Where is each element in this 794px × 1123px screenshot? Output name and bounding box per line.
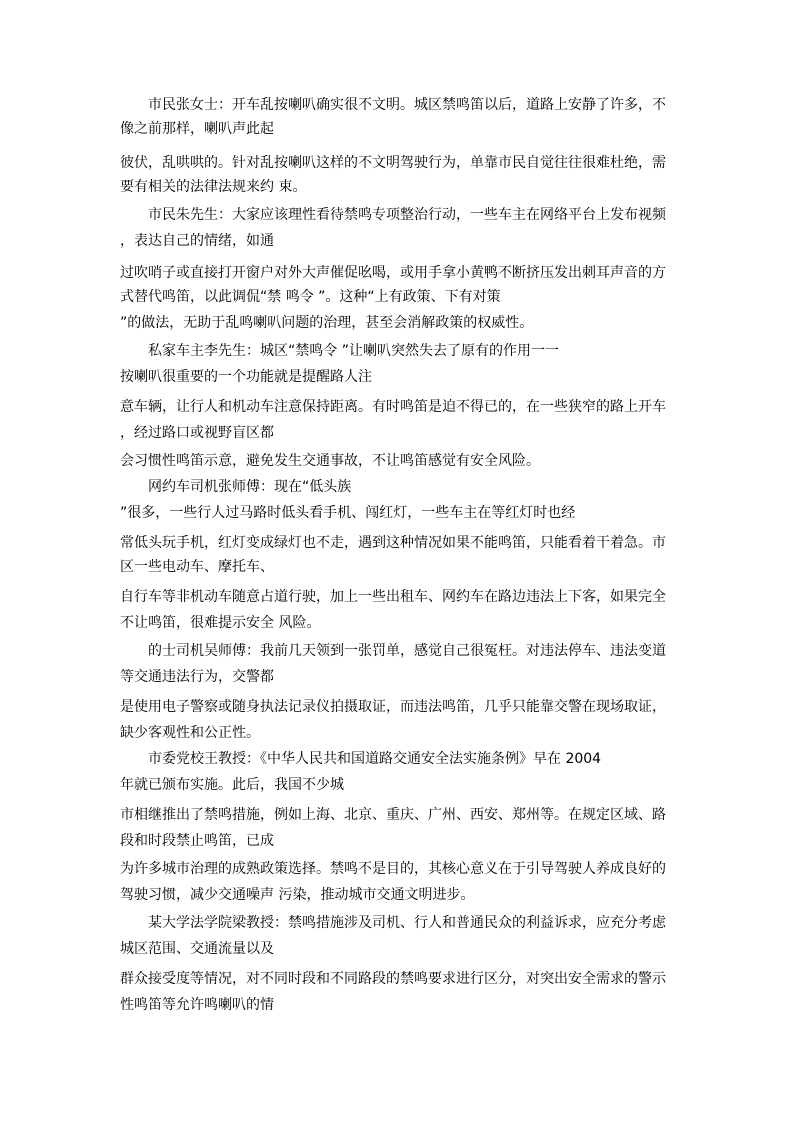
text-line: 某大学法学院梁教授：禁鸣措施涉及司机、行人和普通民众的利益诉求，应充分考虑: [148, 915, 666, 931]
text-line: 群众接受度等情况，对不同时段和不同路段的禁鸣要求进行区分，对突出安全需求的警示: [120, 971, 666, 987]
text-line: 是使用电子警察或随身执法记录仪拍摄取证，而违法鸣笛，几乎只能靠交警在现场取证，: [120, 699, 666, 715]
text-line: 常低头玩手机，红灯变成绿灯也不走，遇到这种情况如果不能鸣笛，只能看着干着急。市: [120, 535, 666, 551]
text-line: 缺少客观性和公正性。: [120, 725, 260, 741]
text-line: 性鸣笛等允许鸣喇叭的情: [120, 997, 274, 1013]
text-line: 段和时段禁止鸣笛，已成: [120, 833, 274, 849]
text-line: 区一些电动车、摩托车、: [120, 559, 274, 575]
text-line: 网约车司机张师傅：现在“低头族: [148, 479, 352, 495]
text-line: ，表达自己的情绪，如通: [120, 233, 274, 249]
text-line: 会习惯性鸣笛示意，避免发生交通事故，不让鸣笛感觉有安全风险。: [120, 453, 540, 469]
text-line: 过吹哨子或直接打开窗户对外大声催促吆喝，或用手拿小黄鸭不断挤压发出刺耳声音的方: [120, 265, 666, 281]
text-line: 市委党校王教授：《中华人民共和国道路交通安全法实施条例》早在 2004: [148, 751, 602, 767]
text-line: ，经过路口或视野盲区都: [120, 425, 274, 441]
text-line: 私家车主李先生：城区“禁鸣令 ”让喇叭突然失去了原有的作用一一: [148, 343, 559, 359]
text-line: 彼伏，乱哄哄的。针对乱按喇叭这样的不文明驾驶行为，单靠市民自觉往往很难杜绝，需: [120, 155, 666, 171]
text-line: 要有相关的法律法规来约 束。: [120, 179, 307, 195]
text-line: 市民朱先生：大家应该理性看待禁鸣专项整治行动，一些车主在网络平台上发布视频: [148, 207, 666, 223]
text-line: 驾驶习惯，减少交通噪声 污染，推动城市交通文明进步。: [120, 887, 475, 903]
text-line: 市相继推出了禁鸣措施，例如上海、北京、重庆、广州、西安、郑州等。在规定区域、路: [120, 807, 666, 823]
text-line: ”很多，一些行人过马路时低头看手机、闯红灯，一些车主在等红灯时也经: [120, 505, 576, 521]
text-line: 等交通违法行为，交警都: [120, 669, 274, 685]
text-line: 的士司机吴师傅：我前几天领到一张罚单，感觉自己很冤枉。对违法停车、违法变道: [148, 643, 666, 659]
text-line: 年就已颁布实施。此后，我国不少城: [120, 777, 344, 793]
text-line: 城区范围、交通流量以及: [120, 941, 274, 957]
text-line: 式替代鸣笛，以此调侃“禁 鸣令 ”。这种“上有政策、下有对策: [120, 289, 501, 305]
text-line: 市民张女士：开车乱按喇叭确实很不文明。城区禁鸣笛以后，道路上安静了许多，不: [148, 97, 666, 113]
text-line: 意车辆，让行人和机动车注意保持距离。有时鸣笛是迫不得已的，在一些狭窄的路上开车: [120, 399, 666, 415]
text-line: 像之前那样，喇叭声此起: [120, 121, 274, 137]
text-line: 按喇叭很重要的一个功能就是提醒路人注: [120, 369, 372, 385]
text-line: 自行车等非机动车随意占道行驶，加上一些出租车、网约车在路边违法上下客，如果完全: [120, 589, 666, 605]
text-line: 不让鸣笛，很难提示安全 风险。: [120, 615, 321, 631]
text-line: ”的做法，无助于乱鸣喇叭问题的治理，甚至会消解政策的权威性。: [120, 315, 534, 331]
text-line: 为许多城市治理的成熟政策选择。禁鸣不是目的，其核心意义在于引导驾驶人养成良好的: [120, 861, 666, 877]
